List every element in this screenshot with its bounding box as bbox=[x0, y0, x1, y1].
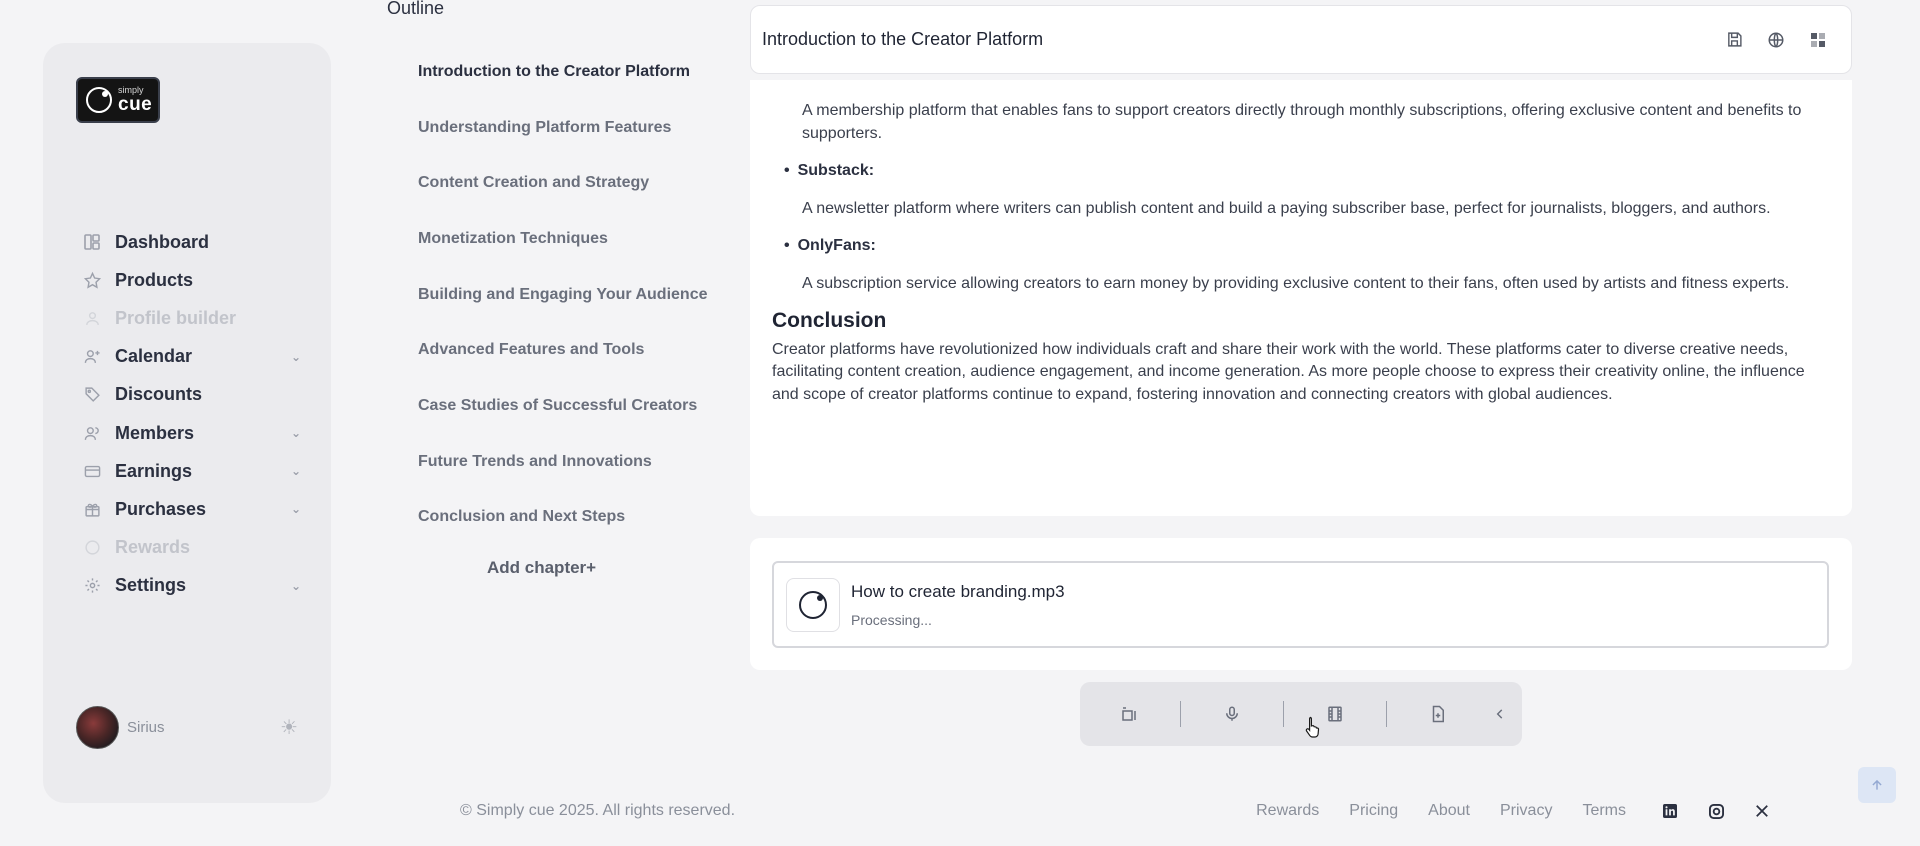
users-icon bbox=[83, 424, 101, 442]
sidebar-nav bbox=[43, 223, 331, 605]
footer-nav bbox=[1256, 802, 1770, 820]
profile-name: Sirius bbox=[127, 718, 165, 736]
outline-title: Outline bbox=[387, 0, 445, 18]
insert-toolbar bbox=[1080, 682, 1522, 746]
chevron-down-icon: ⌄ bbox=[290, 578, 301, 593]
sidebar-item-dashboard[interactable] bbox=[43, 223, 331, 261]
chapter-item[interactable]: Conclusion and Next Steps bbox=[418, 508, 626, 526]
list-item-title: • Substack: bbox=[772, 160, 1822, 183]
audio-file-icon bbox=[786, 578, 840, 632]
user-add-icon bbox=[83, 348, 101, 366]
sidebar-item-members[interactable] bbox=[43, 414, 331, 452]
chapter-item[interactable]: Understanding Platform Features bbox=[418, 118, 672, 136]
footer-link-about[interactable]: About bbox=[1428, 802, 1470, 819]
sidebar-item-label: Members bbox=[115, 422, 195, 443]
crop-icon[interactable] bbox=[1118, 703, 1140, 725]
dashboard-icon bbox=[83, 233, 101, 251]
toolbar-divider bbox=[1180, 701, 1181, 727]
chevron-down-icon: ⌄ bbox=[290, 426, 301, 441]
footer-link-pricing[interactable]: Pricing bbox=[1349, 802, 1399, 819]
linkedin-icon[interactable] bbox=[1662, 803, 1678, 819]
sidebar-item-label: Rewards bbox=[115, 537, 191, 558]
logo-big-text: cue bbox=[118, 94, 153, 115]
sidebar bbox=[43, 43, 331, 803]
sidebar-item-label: Products bbox=[115, 269, 194, 290]
chapter-title[interactable]: Introduction to the Creator Platform bbox=[762, 29, 1044, 49]
sidebar-item-label: Discounts bbox=[115, 384, 203, 405]
logo[interactable] bbox=[76, 77, 160, 123]
chapter-item[interactable]: Case Studies of Successful Creators bbox=[418, 396, 698, 414]
add-file-icon[interactable] bbox=[1427, 703, 1449, 725]
logo-mark-icon bbox=[86, 87, 112, 113]
toolbar-divider bbox=[1283, 701, 1284, 727]
paragraph: Creator platforms have revolutionized how individuals craft and share their work with the world. These platforms cater to diverse creative needs, facilitating content creation, audience engagement, and income generation. As more people choose to express their creativity online, the influence and scope of creator platforms continue to expand, fostering innovation and connecting creators with global audiences. bbox=[772, 340, 1805, 403]
user-icon bbox=[83, 309, 101, 327]
card-icon bbox=[83, 462, 101, 480]
footer-link-privacy[interactable]: Privacy bbox=[1499, 802, 1553, 819]
list-item-title: • OnlyFans: bbox=[772, 235, 1822, 258]
x-twitter-icon[interactable] bbox=[1754, 803, 1770, 819]
copyright-text: © Simply cue 2025. All rights reserved. bbox=[460, 802, 736, 819]
sidebar-item-earnings[interactable] bbox=[43, 452, 331, 490]
film-icon[interactable] bbox=[1324, 703, 1346, 725]
scroll-to-top-button[interactable] bbox=[1858, 767, 1896, 803]
grid-icon[interactable] bbox=[1809, 31, 1827, 49]
logo-small-text: simply bbox=[118, 85, 144, 95]
globe-icon[interactable] bbox=[1767, 31, 1785, 49]
gear-icon bbox=[83, 577, 101, 595]
social-links bbox=[1662, 803, 1770, 819]
sidebar-item-label: Purchases bbox=[115, 498, 207, 519]
paragraph: A subscription service allowing creators to earn money by providing exclusive content to their fans, often used by artists and fitness experts. bbox=[802, 274, 1790, 292]
hand-cursor-icon bbox=[1305, 716, 1321, 738]
microphone-icon[interactable] bbox=[1221, 703, 1243, 725]
sidebar-item-products[interactable] bbox=[43, 261, 331, 299]
audio-panel bbox=[750, 538, 1852, 670]
coin-icon bbox=[83, 539, 101, 557]
audio-file-name: How to create branding.mp3 bbox=[851, 581, 1065, 601]
sidebar-item-calendar[interactable] bbox=[43, 338, 331, 376]
chapter-item[interactable]: Monetization Techniques bbox=[418, 229, 608, 247]
sidebar-item-label: Profile builder bbox=[115, 307, 237, 328]
chapter-item[interactable]: Advanced Features and Tools bbox=[418, 341, 645, 359]
paragraph: A newsletter platform where writers can publish content and build a paying subscriber base, perfect for journalists, bloggers, and authors. bbox=[802, 199, 1771, 217]
sidebar-item-purchases[interactable] bbox=[43, 490, 331, 528]
editor-header bbox=[750, 5, 1852, 74]
footer-link-rewards[interactable]: Rewards bbox=[1256, 802, 1320, 819]
avatar[interactable] bbox=[76, 706, 119, 749]
sidebar-item-label: Earnings bbox=[115, 460, 193, 481]
save-icon[interactable] bbox=[1725, 31, 1743, 49]
user-profile[interactable] bbox=[76, 705, 298, 749]
sidebar-item-settings[interactable] bbox=[43, 567, 331, 605]
toolbar-divider bbox=[1386, 701, 1387, 727]
arrow-up-icon bbox=[1870, 778, 1884, 792]
chevron-down-icon: ⌄ bbox=[290, 464, 301, 479]
section-heading: Conclusion bbox=[772, 309, 887, 332]
chapter-item[interactable]: Future Trends and Innovations bbox=[418, 452, 652, 470]
add-chapter-button[interactable]: Add chapter+ bbox=[487, 558, 597, 577]
audio-file-card[interactable] bbox=[772, 561, 1829, 648]
instagram-icon[interactable] bbox=[1708, 803, 1724, 819]
sidebar-item-label: Settings bbox=[115, 575, 187, 596]
theme-toggle-icon[interactable]: ☀ bbox=[280, 716, 298, 739]
paragraph: A membership platform that enables fans to support creators directly through monthly subscriptions, offering exclusive content and benefits to supporters. bbox=[802, 102, 1802, 142]
editor-content[interactable] bbox=[750, 80, 1852, 516]
audio-status: Processing... bbox=[851, 611, 932, 628]
chapter-item[interactable]: Building and Engaging Your Audience bbox=[418, 285, 708, 303]
footer-link-terms[interactable]: Terms bbox=[1582, 802, 1626, 819]
chapter-item[interactable]: Introduction to the Creator Platform bbox=[418, 62, 690, 80]
chapter-list bbox=[418, 44, 708, 545]
sidebar-item-rewards[interactable] bbox=[43, 529, 331, 567]
chevron-down-icon: ⌄ bbox=[290, 502, 301, 517]
sidebar-item-discounts[interactable] bbox=[43, 376, 331, 414]
chevron-down-icon: ⌄ bbox=[290, 349, 301, 364]
tag-icon bbox=[83, 386, 101, 404]
sidebar-item-profile-builder[interactable] bbox=[43, 299, 331, 337]
chevron-left-icon[interactable] bbox=[1489, 703, 1511, 725]
gift-icon bbox=[83, 500, 101, 518]
chapter-item[interactable]: Content Creation and Strategy bbox=[418, 174, 650, 192]
star-icon bbox=[83, 271, 101, 289]
sidebar-item-label: Dashboard bbox=[115, 231, 210, 252]
sidebar-item-label: Calendar bbox=[115, 346, 193, 367]
